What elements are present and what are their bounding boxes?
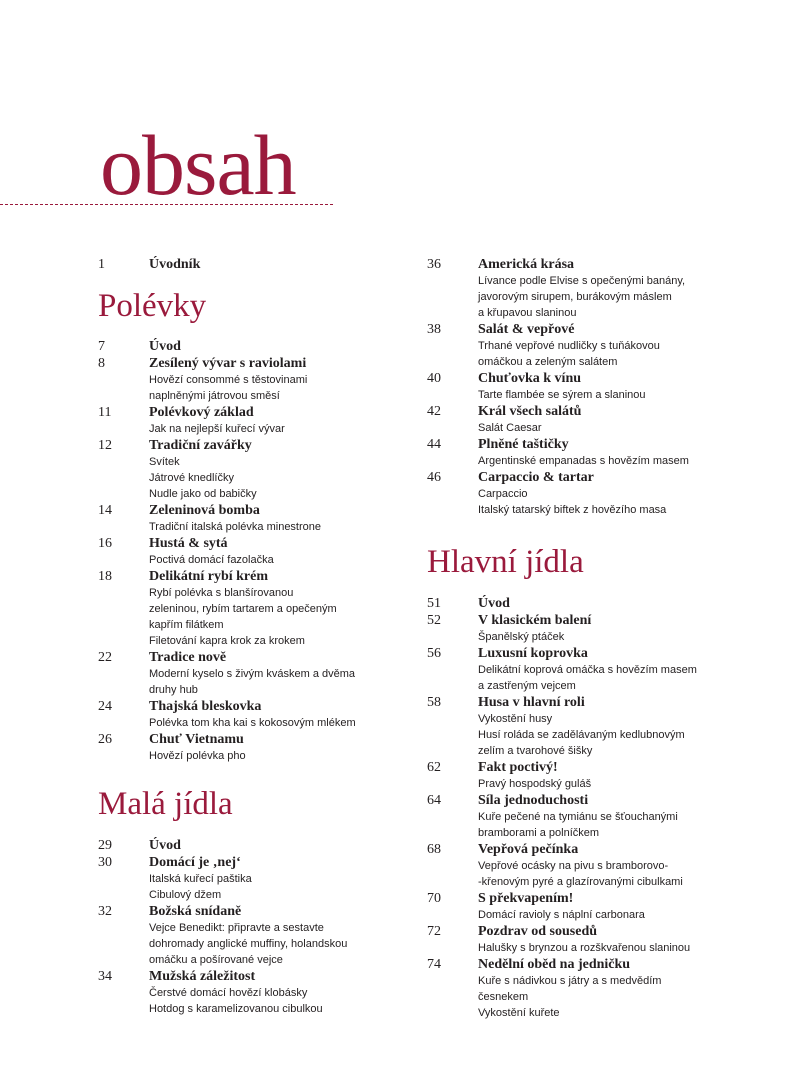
entry-subtitle: Hovězí polévka pho	[149, 750, 246, 762]
page-number: 52	[427, 613, 441, 628]
page-number: 18	[98, 569, 112, 584]
section-heading: Hlavní jídla	[427, 544, 584, 580]
page-number: 74	[427, 957, 441, 972]
entry-title: Zeleninová bomba	[149, 503, 260, 518]
toc-entry	[98, 437, 398, 502]
entry-title: Úvod	[149, 339, 181, 354]
toc-entry	[427, 956, 787, 1021]
entry-subtitle: Kuře s nádivkou s játry a s medvědím	[478, 975, 662, 987]
entry-subtitle: naplněnými játrovou směsí	[149, 390, 280, 402]
entry-subtitle: omáčkou a zeleným salátem	[478, 356, 618, 368]
toc-entry	[427, 595, 787, 612]
page-number: 32	[98, 904, 112, 919]
entry-subtitle: Hotdog s karamelizovanou cibulkou	[149, 1003, 323, 1015]
page-number: 29	[98, 838, 112, 853]
entry-subtitle: Vejce Benedikt: připravte a sestavte	[149, 922, 324, 934]
entry-subtitle: Salát Caesar	[478, 422, 542, 434]
entry-subtitle: Trhané vepřové nudličky s tuňákovou	[478, 340, 660, 352]
entry-title: Luxusní koprovka	[478, 646, 588, 661]
section-heading: Polévky	[98, 288, 207, 324]
page-number: 22	[98, 650, 112, 665]
entry-subtitle: javorovým sirupem, burákovým máslem	[478, 291, 672, 303]
toc-entry	[98, 903, 398, 968]
page-number: 72	[427, 924, 441, 939]
entry-title: Husa v hlavní roli	[478, 695, 585, 710]
entry-subtitle: Argentinské empanadas s hovězím masem	[478, 455, 689, 467]
entry-title: Plněné taštičky	[478, 437, 569, 452]
entry-subtitle: Kuře pečené na tymiánu se šťouchanými	[478, 811, 678, 823]
entry-subtitle: Lívance podle Elvise s opečenými banány,	[478, 275, 686, 287]
page-number: 70	[427, 891, 441, 906]
page-number: 62	[427, 760, 441, 775]
entry-subtitle: Vykostění kuřete	[478, 1007, 560, 1019]
toc-entry	[98, 837, 398, 854]
toc-entry	[427, 792, 787, 841]
entry-title: Zesílený vývar s raviolami	[149, 356, 307, 371]
toc-entry	[427, 403, 787, 436]
entry-title: V klasickém balení	[478, 613, 592, 628]
entry-title: Americká krása	[478, 257, 575, 272]
page-number: 7	[98, 339, 105, 354]
toc-right-column	[427, 256, 787, 1021]
entry-title: Vepřová pečínka	[478, 842, 579, 857]
page-number: 36	[427, 257, 441, 272]
entry-title: S překvapením!	[478, 891, 574, 906]
toc-entry	[98, 355, 398, 404]
page-number: 14	[98, 503, 112, 518]
page-number: 12	[98, 438, 112, 453]
entry-subtitle: Tarte flambée se sýrem a slaninou	[478, 389, 646, 401]
toc-entry	[427, 256, 787, 321]
page-number: 8	[98, 356, 105, 371]
section-heading: Malá jídla	[98, 786, 233, 822]
toc-entry	[98, 502, 398, 535]
entry-title: Úvod	[478, 596, 510, 611]
page-number: 64	[427, 793, 441, 808]
page-number: 56	[427, 646, 441, 661]
toc-entry	[98, 731, 398, 764]
entry-title: Král všech salátů	[478, 404, 582, 419]
entry-subtitle: Halušky s brynzou a rozškvařenou slaninou	[478, 942, 691, 954]
entry-title: Božská snídaně	[149, 904, 242, 919]
entry-subtitle: Tradiční italská polévka minestrone	[149, 521, 322, 533]
entry-title: Delikátní rybí krém	[149, 569, 268, 584]
entry-subtitle: Čerstvé domácí hovězí klobásky	[149, 987, 308, 999]
toc-entry	[98, 568, 398, 649]
entry-subtitle: druhy hub	[149, 684, 198, 696]
toc-entry	[98, 854, 398, 903]
toc-entry	[98, 256, 398, 273]
entry-subtitle: Pravý hospodský guláš	[478, 778, 592, 790]
entry-title: Úvod	[149, 838, 181, 853]
toc-left-column	[98, 256, 398, 1017]
entry-subtitle: Carpaccio	[478, 488, 528, 500]
toc-entry	[427, 759, 787, 792]
toc-entry	[427, 370, 787, 403]
page-number: 40	[427, 371, 441, 386]
page-number: 68	[427, 842, 441, 857]
page-number: 26	[98, 732, 112, 747]
title-dashed-rule	[0, 204, 333, 205]
entry-subtitle: dohromady anglické muffiny, holandskou	[149, 938, 348, 950]
toc-entry	[98, 649, 398, 698]
toc-entry	[427, 841, 787, 890]
entry-subtitle: Rybí polévka s blanšírovanou	[149, 587, 294, 599]
entry-subtitle: Husí roláda se zadělávaným kedlubnovým	[478, 729, 685, 741]
page-number: 16	[98, 536, 112, 551]
toc-entry	[98, 404, 398, 437]
entry-subtitle: Poctivá domácí fazolačka	[149, 554, 274, 566]
entry-subtitle: Španělský ptáček	[478, 631, 565, 643]
entry-subtitle: a křupavou slaninou	[478, 307, 577, 319]
page-number: 44	[427, 437, 441, 452]
toc-entry	[427, 694, 787, 759]
entry-title: Carpaccio & tartar	[478, 470, 594, 485]
entry-subtitle: Filetování kapra krok za krokem	[149, 635, 305, 647]
toc-entry	[427, 923, 787, 956]
toc-entry	[98, 698, 398, 731]
page-number: 51	[427, 596, 441, 611]
entry-subtitle: omáčku a pošírované vejce	[149, 954, 283, 966]
entry-title: Domácí je ‚nej‘	[149, 855, 241, 870]
entry-subtitle: a zastřeným vejcem	[478, 680, 576, 692]
page-number: 58	[427, 695, 441, 710]
entry-title: Fakt poctivý!	[478, 760, 558, 775]
entry-subtitle: bramborami a polníčkem	[478, 827, 600, 839]
page-number: 34	[98, 969, 112, 984]
toc-entry	[98, 338, 398, 355]
entry-subtitle: Moderní kyselo s živým kváskem a dvěma	[149, 668, 356, 680]
entry-title: Chuť Vietnamu	[149, 732, 244, 747]
entry-title: Úvodník	[149, 257, 201, 272]
entry-subtitle: zelím a tvarohové šišky	[478, 745, 593, 757]
entry-title: Salát & vepřové	[478, 322, 575, 337]
entry-subtitle: Hovězí consommé s těstovinami	[149, 374, 308, 386]
entry-subtitle: kapřím filátkem	[149, 619, 224, 631]
page-number: 24	[98, 699, 112, 714]
entry-subtitle: Delikátní koprová omáčka s hovězím masem	[478, 664, 697, 676]
entry-subtitle: zeleninou, rybím tartarem a opečeným	[149, 603, 337, 615]
entry-subtitle: Domácí ravioly s náplní carbonara	[478, 909, 645, 921]
entry-subtitle: Vykostění husy	[478, 713, 553, 725]
entry-subtitle: Cibulový džem	[149, 889, 222, 901]
entry-subtitle: Svítek	[149, 456, 180, 468]
toc-entry	[427, 436, 787, 469]
entry-title: Pozdrav od sousedů	[478, 924, 598, 939]
entry-subtitle: Játrové knedlíčky	[149, 472, 234, 484]
entry-title: Tradice nově	[149, 650, 227, 665]
entry-title: Mužská záležitost	[149, 969, 256, 984]
toc-entry	[98, 968, 398, 1017]
entry-title: Tradiční zavářky	[149, 438, 252, 453]
entry-subtitle: Italská kuřecí paštika	[149, 873, 252, 885]
entry-title: Nedělní oběd na jedničku	[478, 957, 631, 972]
page-number: 30	[98, 855, 112, 870]
page-number: 11	[98, 405, 112, 420]
page-title: obsah	[100, 117, 296, 213]
entry-title: Síla jednoduchosti	[478, 793, 589, 808]
page-number: 46	[427, 470, 441, 485]
entry-subtitle: česnekem	[478, 991, 529, 1003]
page-number: 1	[98, 257, 105, 272]
entry-title: Polévkový základ	[149, 405, 254, 420]
entry-subtitle: Vepřové ocásky na pivu s bramborovo-	[478, 860, 669, 872]
entry-subtitle: Polévka tom kha kai s kokosovým mlékem	[149, 717, 356, 729]
toc-entry	[427, 612, 787, 645]
page-number: 38	[427, 322, 441, 337]
toc-entry	[427, 890, 787, 923]
entry-title: Chuťovka k vínu	[478, 371, 582, 386]
toc-entry	[427, 469, 787, 518]
toc-entry	[427, 321, 787, 370]
entry-subtitle: Italský tatarský biftek z hovězího masa	[478, 504, 667, 516]
toc-entry	[98, 535, 398, 568]
page-number: 42	[427, 404, 441, 419]
entry-subtitle: Nudle jako od babičky	[149, 488, 257, 500]
entry-title: Thajská bleskovka	[149, 699, 262, 714]
entry-subtitle: -křenovým pyré a glazírovanými cibulkami	[478, 876, 683, 888]
entry-title: Hustá & sytá	[149, 536, 228, 551]
toc-entry	[427, 645, 787, 694]
entry-subtitle: Jak na nejlepší kuřecí vývar	[149, 423, 285, 435]
